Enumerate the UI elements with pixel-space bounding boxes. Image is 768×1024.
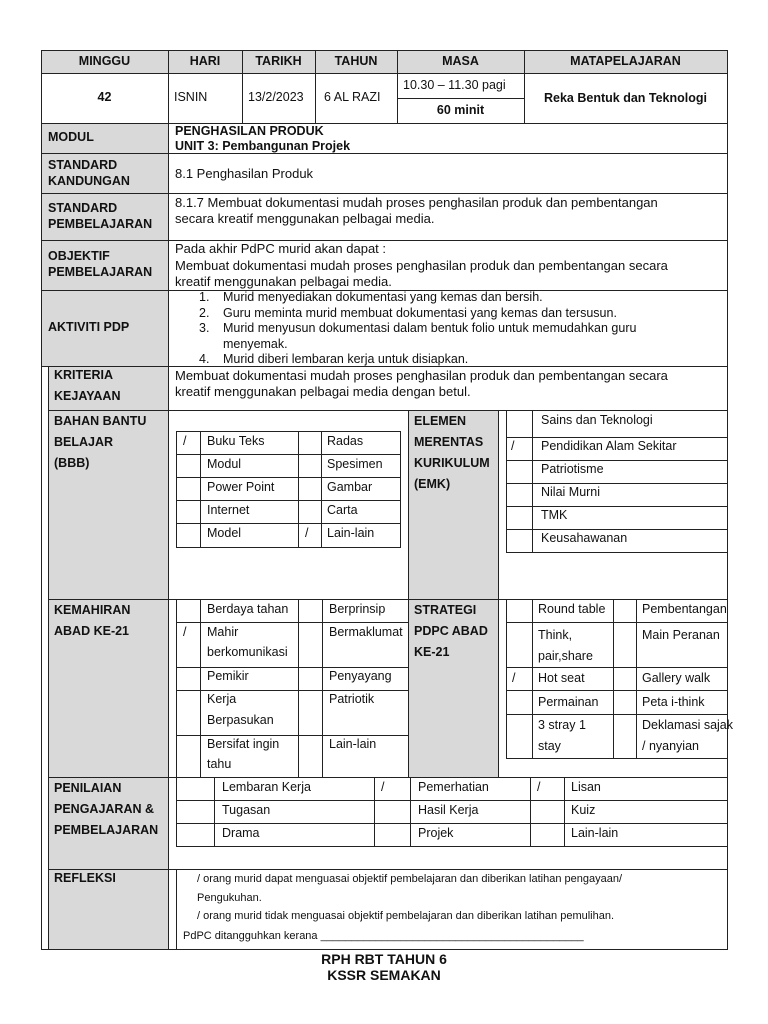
abad-item: Berpasukan xyxy=(207,713,274,727)
strategi-mark: / xyxy=(512,671,516,685)
sp-line1: 8.1.7 Membuat dokumentasi mudah proses penghasilan produk dan pembentangan xyxy=(175,195,658,210)
kriteria-line1: Membuat dokumentasi mudah proses penghasilan produk dan pembentangan secara xyxy=(175,368,668,383)
header-matapelajaran-label: MATAPELAJARAN xyxy=(570,54,681,68)
emk-item: Keusahawanan xyxy=(541,531,628,545)
bbb-label2: BELAJAR xyxy=(54,435,114,449)
header-tahun-label: TAHUN xyxy=(334,54,378,68)
penilaian-label2: PENGAJARAN & xyxy=(54,802,155,816)
sp-line2: secara kreatif menggunakan pelbagai media. xyxy=(175,211,435,226)
list-item: 1. Murid menyediakan dokumentasi yang kemas dan bersih. xyxy=(199,290,543,304)
strategi-label2: PDPC ABAD xyxy=(414,624,488,638)
tarikh-value: 13/2/2023 xyxy=(248,90,304,104)
tahun-value: 6 AL RAZI xyxy=(324,90,381,104)
header-minggu-label: MINGGU xyxy=(78,54,131,68)
strategi-item: pair,share xyxy=(538,649,593,663)
emk-item: Sains dan Teknologi xyxy=(541,413,653,427)
abad-item: berkomunikasi xyxy=(207,645,288,659)
bbb-label1: BAHAN BANTU xyxy=(54,414,147,428)
penilaian-item: Drama xyxy=(222,826,260,840)
bbb-item: Internet xyxy=(207,503,250,517)
kriteria-label2: KEJAYAAN xyxy=(54,389,121,403)
bbb-item: Buku Teks xyxy=(207,434,265,448)
bbb-item: Model xyxy=(207,526,242,540)
bbb-item: Carta xyxy=(327,503,358,517)
emk-label1: ELEMEN xyxy=(414,414,467,428)
minggu-value: 42 xyxy=(97,90,112,104)
strategi-label3: KE-21 xyxy=(414,645,450,659)
strategi-item: Pembentangan xyxy=(642,602,727,616)
emk-item: Nilai Murni xyxy=(541,485,601,499)
strategi-label1: STRATEGI xyxy=(414,603,477,617)
hari-value: ISNIN xyxy=(174,90,208,104)
matapelajaran-value: Reka Bentuk dan Teknologi xyxy=(544,91,707,105)
kriteria-line2: kreatif menggunakan pelbagai media dengan betul. xyxy=(175,384,471,399)
strategi-item: Deklamasi sajak xyxy=(642,718,734,732)
header-masa-label: MASA xyxy=(442,54,479,68)
obj-line2: Membuat dokumentasi mudah proses penghasilan produk dan pembentangan secara xyxy=(175,258,668,273)
penilaian-item: Tugasan xyxy=(222,803,271,817)
strategi-item: / nyanyian xyxy=(642,739,699,753)
penilaian-label3: PEMBELAJARAN xyxy=(54,823,159,837)
emk-label2: MERENTAS xyxy=(414,435,484,449)
modul-line2: UNIT 3: Pembangunan Projek xyxy=(175,139,351,153)
obj-line1: Pada akhir PdPC murid akan dapat : xyxy=(175,241,387,256)
penilaian-item: Lisan xyxy=(571,780,601,794)
abad-item: Kerja xyxy=(207,692,237,706)
bbb-mark: / xyxy=(183,434,187,448)
emk-label4: (EMK) xyxy=(414,477,451,491)
refleksi-line1: / orang murid dapat menguasai objektif pembelajaran dan diberikan latihan pengayaan/ xyxy=(197,873,623,885)
strategi-item: Main Peranan xyxy=(642,628,720,642)
footer-line2: KSSR SEMAKAN xyxy=(327,967,441,983)
obj-label1: OBJEKTIF xyxy=(48,249,110,263)
list-item: menyemak. xyxy=(223,336,288,351)
refleksi-label: REFLEKSI xyxy=(54,871,116,885)
penilaian-mark: / xyxy=(537,780,541,794)
penilaian-item: Projek xyxy=(418,826,454,840)
emk-item: Patriotisme xyxy=(541,462,604,476)
penilaian-item: Hasil Kerja xyxy=(418,803,479,817)
list-item: 4. Murid diberi lembaran kerja untuk disiapkan. xyxy=(199,352,469,366)
strategi-item: Peta i-think xyxy=(642,695,705,709)
emk-item: Pendidikan Alam Sekitar xyxy=(541,439,677,453)
emk-item: TMK xyxy=(541,508,568,522)
strategi-item: Think, xyxy=(538,628,573,642)
penilaian-label1: PENILAIAN xyxy=(54,781,122,795)
header-hari-label: HARI xyxy=(189,54,221,68)
refleksi-line2: Pengukuhan. xyxy=(197,892,262,904)
emk-mark: / xyxy=(511,439,515,453)
refleksi-line3: / orang murid tidak menguasai objektif pembelajaran dan diberikan latihan pemulihan. xyxy=(197,910,615,922)
abad-item: Patriotik xyxy=(329,692,375,706)
penilaian-item: Lain-lain xyxy=(571,826,619,840)
strategi-item: Round table xyxy=(538,602,606,616)
abad-item: Berprinsip xyxy=(329,602,386,616)
abad-item: Pemikir xyxy=(207,669,249,683)
bbb-item: Lain-lain xyxy=(327,526,375,540)
abad-item: Bersifat ingin xyxy=(207,737,280,751)
abad-item: Lain-lain xyxy=(329,737,377,751)
sk-label1: STANDARD xyxy=(48,158,118,172)
header-tarikh-label: TARIKH xyxy=(255,54,302,68)
modul-label: MODUL xyxy=(48,130,94,144)
modul-line1: PENGHASILAN PRODUK xyxy=(175,124,324,138)
refleksi-line4: PdPC ditangguhkan kerana ___________________________________________ xyxy=(183,930,584,942)
kriteria-label1: KRITERIA xyxy=(54,368,114,382)
bbb-item: Modul xyxy=(207,457,242,471)
masa-time: 10.30 – 11.30 pagi xyxy=(403,78,506,92)
abad-item: Bermaklumat xyxy=(329,625,403,639)
masa-duration: 60 minit xyxy=(436,103,485,117)
bbb-item: Radas xyxy=(327,434,364,448)
bbb-item: Gambar xyxy=(327,480,373,494)
sp-label2: PEMBELAJARAN xyxy=(48,217,153,231)
abad-label1: KEMAHIRAN xyxy=(54,603,131,617)
strategi-item: Permainan xyxy=(538,695,599,709)
abad-item: Mahir xyxy=(207,625,239,639)
penilaian-item: Kuiz xyxy=(571,803,596,817)
aktiviti-list xyxy=(177,290,727,368)
penilaian-item: Lembaran Kerja xyxy=(222,780,311,794)
obj-label2: PEMBELAJARAN xyxy=(48,265,153,279)
penilaian-item: Pemerhatian xyxy=(418,780,489,794)
sk-label2: KANDUNGAN xyxy=(48,174,130,188)
abad-item: tahu xyxy=(207,757,232,771)
list-item: 2. Guru meminta murid membuat dokumentasi yang kemas dan tersusun. xyxy=(199,305,617,320)
sk-value: 8.1 Penghasilan Produk xyxy=(175,166,314,181)
abad-label2: ABAD KE-21 xyxy=(54,624,130,638)
emk-label3: KURIKULUM xyxy=(414,456,490,470)
strategi-item: 3 stray 1 xyxy=(538,718,586,732)
bbb-label3: (BBB) xyxy=(54,456,90,470)
strategi-item: Gallery walk xyxy=(642,671,711,685)
obj-line3: kreatif menggunakan pelbagai media. xyxy=(175,274,392,289)
abad-item: Berdaya tahan xyxy=(207,602,289,616)
bbb-item: Spesimen xyxy=(327,457,383,471)
list-item: 3. Murid menyusun dokumentasi dalam bentuk folio untuk memudahkan guru xyxy=(199,321,637,335)
strategi-item: Hot seat xyxy=(538,671,585,685)
abad-item: Penyayang xyxy=(329,669,392,683)
bbb-item: Power Point xyxy=(207,480,275,494)
footer-line1: RPH RBT TAHUN 6 xyxy=(321,951,447,967)
bbb-mark: / xyxy=(305,526,309,540)
abad-mark: / xyxy=(183,625,187,639)
penilaian-mark: / xyxy=(381,780,385,794)
aktiviti-label: AKTIVITI PDP xyxy=(48,320,130,334)
strategi-item: stay xyxy=(538,739,561,753)
sp-label1: STANDARD xyxy=(48,201,118,215)
